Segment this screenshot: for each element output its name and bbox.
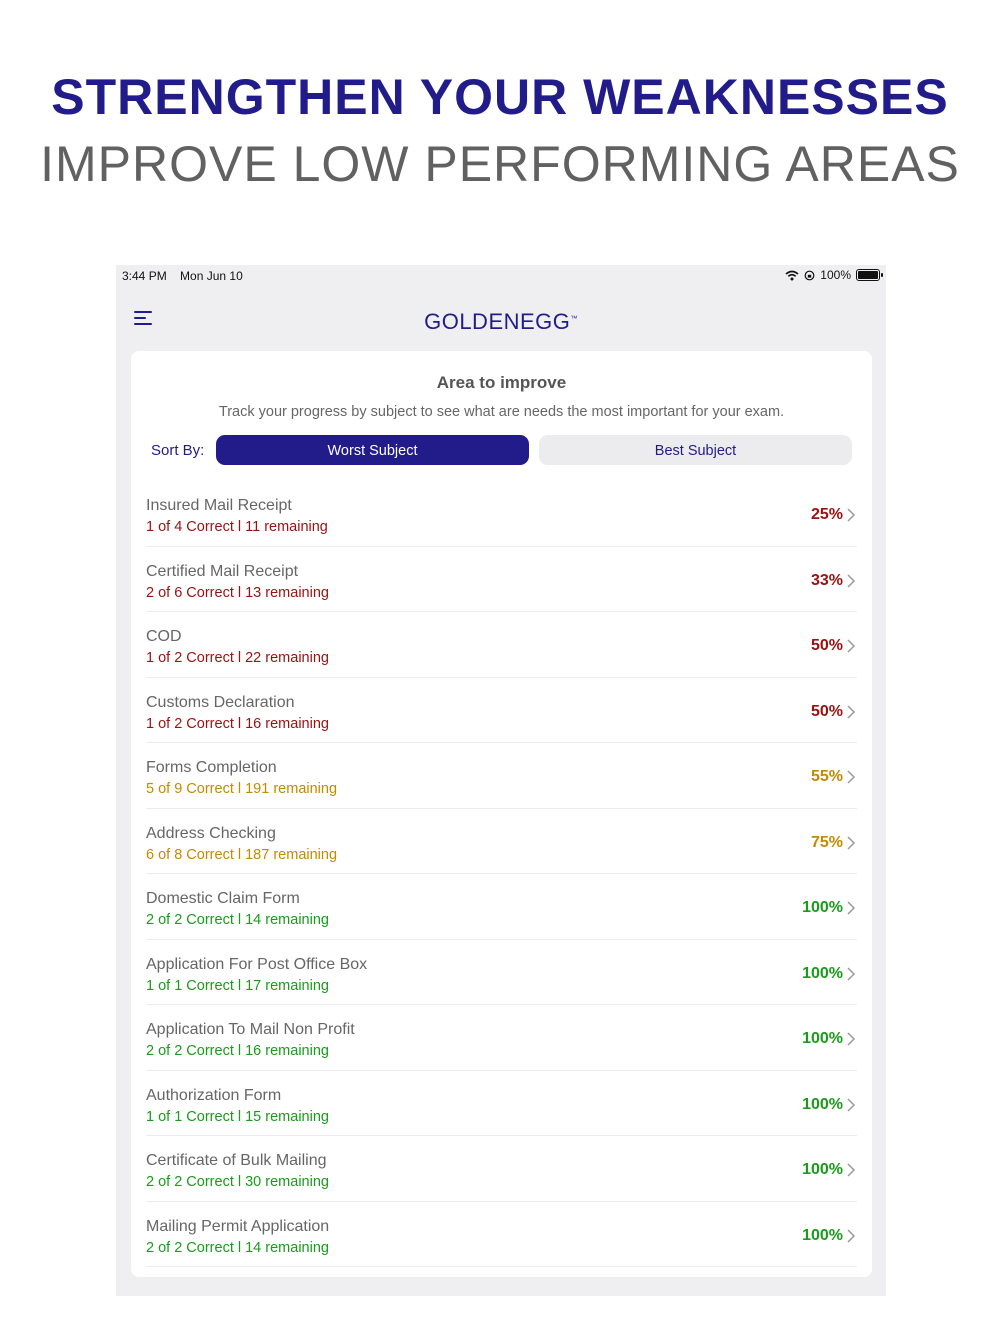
battery-icon — [856, 269, 880, 281]
area-to-improve-card — [131, 351, 872, 1277]
chevron-right-icon — [843, 1162, 857, 1178]
card-description: Track your progress by subject to see what are needs the most important for your exam. — [218, 404, 785, 420]
chevron-right-icon — [843, 704, 857, 720]
subject-percent: 100% — [802, 1030, 843, 1047]
card-title: Area to improve — [436, 373, 567, 392]
subject-name: Insured Mail Receipt — [146, 497, 292, 514]
subject-row[interactable] — [146, 678, 857, 744]
subject-detail: 2 of 2 Correct l 14 remaining — [146, 1239, 329, 1256]
subject-row[interactable] — [146, 940, 857, 1006]
subject-percent: 25% — [810, 506, 843, 523]
subject-name: Certificate of Bulk Mailing — [146, 1152, 327, 1169]
subject-percent: 100% — [802, 899, 843, 916]
subject-detail: 1 of 2 Correct l 16 remaining — [146, 715, 329, 732]
worst-subject-button[interactable]: Worst Subject — [216, 435, 529, 465]
chevron-right-icon — [843, 769, 857, 785]
subject-percent: 33% — [810, 571, 843, 589]
subject-name: COD — [146, 628, 182, 645]
chevron-right-icon — [843, 638, 857, 654]
subject-row[interactable] — [146, 743, 857, 809]
chevron-right-icon — [843, 573, 857, 589]
subject-name: Application For Post Office Box — [146, 955, 368, 973]
subject-detail: 1 of 4 Correct l 11 remaining — [146, 519, 328, 535]
device-screen — [116, 265, 886, 1296]
orientation-lock-icon — [804, 270, 815, 281]
promo-headline: STRENGTHEN YOUR WEAKNESSES — [51, 69, 949, 125]
subject-name: Mailing Permit Application — [146, 1217, 330, 1235]
subject-list — [146, 481, 857, 1267]
subject-name: Domestic Claim Form — [146, 890, 300, 907]
chevron-right-icon — [843, 966, 857, 982]
logo-text: GOLDENEGG — [424, 309, 571, 334]
subject-detail: 6 of 8 Correct l 187 remaining — [146, 846, 338, 863]
subject-row[interactable] — [146, 547, 857, 613]
subject-percent: 100% — [802, 1095, 843, 1113]
sort-control — [151, 435, 857, 467]
subject-name: Authorization Form — [146, 1086, 282, 1104]
subject-detail: 2 of 2 Correct l 16 remaining — [146, 1043, 329, 1059]
subject-percent: 75% — [810, 833, 843, 851]
chevron-right-icon — [843, 835, 857, 851]
subject-row[interactable] — [146, 1202, 857, 1268]
promo-subline: IMPROVE LOW PERFORMING AREAS — [40, 136, 960, 192]
subject-detail: 1 of 1 Correct l 17 remaining — [146, 977, 329, 994]
chevron-right-icon — [843, 900, 857, 916]
best-subject-button[interactable]: Best Subject — [539, 435, 852, 465]
subject-detail: 2 of 2 Correct l 14 remaining — [146, 912, 329, 928]
subject-row[interactable] — [146, 481, 857, 547]
subject-name: Forms Completion — [146, 759, 277, 776]
status-time: 3:44 PM — [122, 269, 167, 283]
subject-percent: 100% — [802, 1161, 843, 1178]
chevron-right-icon — [843, 1228, 857, 1244]
subject-percent: 55% — [810, 768, 843, 785]
subject-row[interactable] — [146, 1005, 857, 1071]
subject-detail: 1 of 2 Correct l 22 remaining — [146, 650, 329, 666]
subject-detail: 5 of 9 Correct l 191 remaining — [146, 781, 338, 797]
subject-percent: 50% — [810, 637, 843, 654]
sort-label: Sort By: — [151, 442, 205, 459]
subject-row[interactable] — [146, 1136, 857, 1202]
app-logo — [116, 309, 886, 335]
subject-row[interactable] — [146, 874, 857, 940]
subject-detail: 2 of 2 Correct l 30 remaining — [146, 1174, 329, 1190]
subject-row[interactable] — [146, 809, 857, 875]
chevron-right-icon — [843, 1031, 857, 1047]
subject-name: Address Checking — [146, 824, 276, 842]
subject-percent: 50% — [810, 702, 843, 720]
subject-name: Customs Declaration — [146, 693, 295, 711]
subject-row[interactable] — [146, 612, 857, 678]
chevron-right-icon — [843, 1097, 857, 1113]
subject-name: Application To Mail Non Profit — [146, 1021, 355, 1038]
wifi-icon — [785, 270, 799, 281]
subject-detail: 1 of 1 Correct l 15 remaining — [146, 1108, 329, 1125]
status-bar — [116, 265, 886, 287]
subject-row[interactable] — [146, 1071, 857, 1137]
subject-detail: 2 of 6 Correct l 13 remaining — [146, 584, 329, 601]
status-date: Mon Jun 10 — [180, 269, 243, 283]
subject-name: Certified Mail Receipt — [146, 562, 299, 580]
nav-bar — [116, 295, 886, 347]
subject-percent: 100% — [802, 964, 843, 982]
chevron-right-icon — [843, 507, 857, 523]
battery-percent: 100% — [820, 268, 851, 282]
subject-percent: 100% — [802, 1226, 843, 1244]
trademark-mark: ™ — [570, 315, 578, 323]
